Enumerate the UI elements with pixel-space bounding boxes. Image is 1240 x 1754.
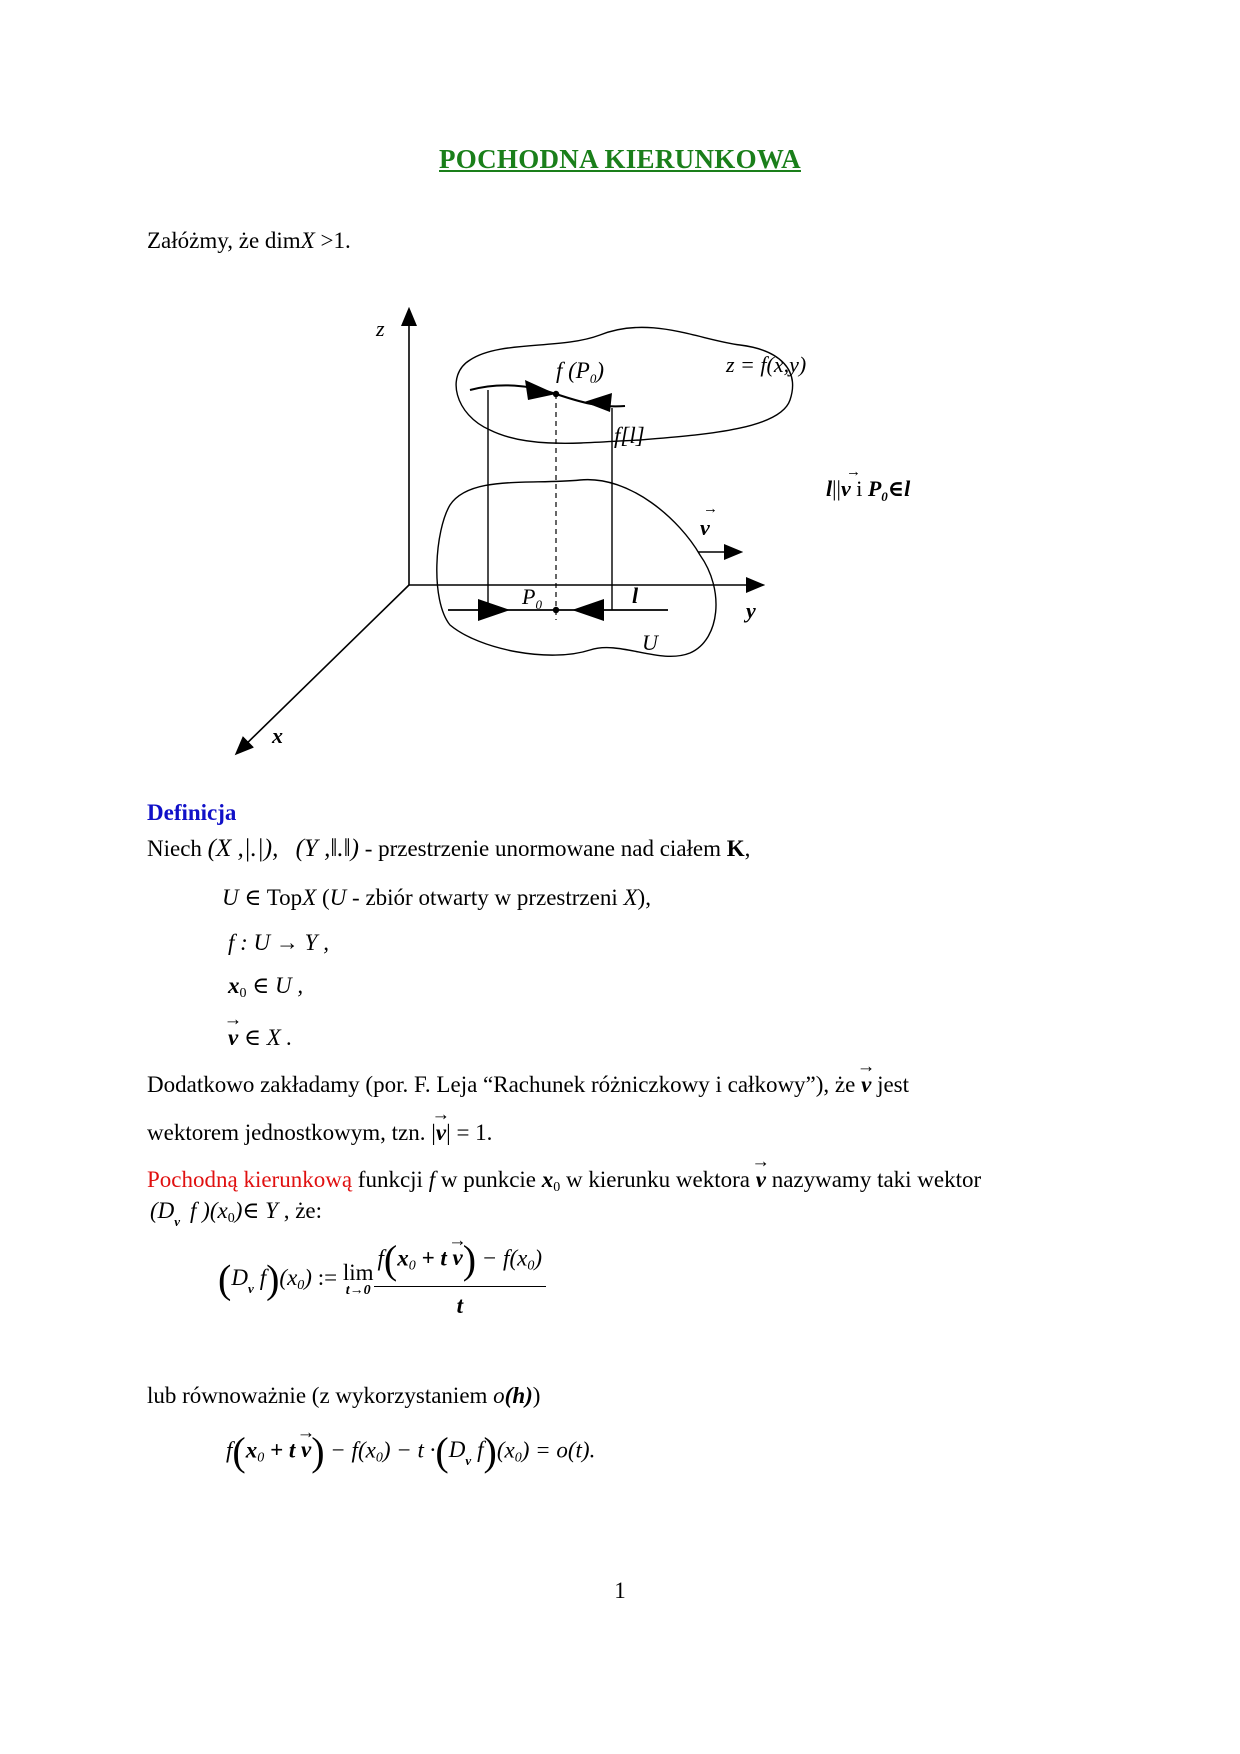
dir-x0: x: [541, 1167, 554, 1192]
curve-arrow-right: [584, 393, 612, 412]
def-l2-X: X: [302, 885, 317, 910]
f2-Dv: v: [465, 1453, 472, 1469]
definition-line-5: [228, 1025, 292, 1051]
def-l1-Y: (Y ,‖.‖): [295, 835, 359, 862]
dir-x0-sub: 0: [553, 1180, 561, 1195]
dir-l2-v: v: [174, 1214, 181, 1229]
extra-line-1: [147, 1072, 909, 1098]
dir-l2-rest: f )(x: [184, 1198, 228, 1223]
axis-y-label: y: [746, 598, 756, 623]
domain-blob-U: [437, 480, 716, 657]
f1-sub: 0: [297, 1277, 305, 1293]
def-l2-X2: X: [623, 885, 638, 910]
f-l-label: f[l]: [614, 423, 645, 448]
f1-num-f: f: [377, 1245, 384, 1271]
f1-num-close: ): [534, 1245, 542, 1271]
extra-l1-end: jest: [871, 1072, 910, 1097]
page-number: 1: [614, 1578, 626, 1603]
def-l1-prefix: Niech: [147, 836, 208, 861]
directional-line-1: [147, 1167, 981, 1196]
f1-lim: lim: [342, 1260, 374, 1285]
point-p0: [553, 607, 559, 613]
f1-den: t: [456, 1293, 463, 1318]
condition-label: l||v i $P_0\in l$: [826, 476, 911, 504]
dir-l2-end: )∈ Y: [234, 1198, 278, 1223]
page-title: POCHODNA KIERUNKOWA: [439, 144, 801, 174]
f1-num-sub: 0: [408, 1258, 416, 1274]
definition-line-2: [222, 885, 651, 911]
f1-x: (x: [279, 1264, 298, 1290]
def-l1-X: (X ,|.|),: [207, 835, 279, 862]
def-l2-open: (: [316, 885, 330, 910]
surface-label: z = f(x,y): [726, 352, 807, 377]
v-arrow-glyph: →: [703, 501, 718, 517]
def-l2-U2: U: [329, 885, 347, 910]
cond-v-arrow-glyph: →: [846, 464, 861, 480]
f1-close: ): [304, 1264, 312, 1290]
line-arrow-left: [478, 599, 510, 621]
dir-l2-tail: , że:: [277, 1198, 322, 1223]
eq-h: (h): [504, 1383, 533, 1408]
u-label: U: [642, 630, 658, 655]
f1-num-v: → v: [452, 1245, 462, 1271]
def-l5-rest: ∈ X .: [238, 1025, 293, 1050]
def-l2-in: ∈ Top: [238, 885, 303, 910]
definition-line-3: f : U → Y ,: [228, 930, 329, 955]
f2-x2: (x: [357, 1437, 376, 1463]
eq-suffix: ): [532, 1383, 541, 1408]
f1-num-x2: (x: [509, 1245, 528, 1271]
equivalent-line: [147, 1383, 540, 1409]
f1-Dv: v: [247, 1280, 254, 1296]
line-arrow-right: [572, 599, 604, 621]
directional-derivative-figure: [0, 290, 1240, 770]
def-l2-text: - zbiór otwarty w przestrzeni: [346, 885, 624, 910]
f2-x: x: [245, 1437, 258, 1463]
f1-f: f: [253, 1264, 267, 1290]
dir-l2-D: (D: [150, 1198, 175, 1223]
definition-heading: Definicja: [147, 800, 237, 825]
f2-minus: − f: [324, 1437, 358, 1463]
f2-f: f: [226, 1437, 233, 1463]
dir-v: → v: [756, 1167, 766, 1193]
def-l2-close: ),: [637, 885, 651, 910]
dir-f: f: [428, 1167, 436, 1192]
f1-lim-sub: t→0: [345, 1283, 371, 1298]
def-l1-text: - przestrzenie unormowane nad ciałem: [358, 836, 727, 861]
def-l5-v: → v: [228, 1025, 238, 1051]
def-l4-sub: 0: [239, 986, 247, 1001]
f2-rest: ) − t ·: [382, 1437, 436, 1463]
f-p0-label: f $(P_0)$: [556, 358, 605, 386]
extra-l2-close: | = 1.: [446, 1120, 493, 1145]
l-label: l: [632, 583, 639, 608]
eq-prefix: lub równoważnie (z wykorzystaniem: [147, 1383, 494, 1408]
f2-sub2: 0: [375, 1450, 383, 1466]
f2-D: D: [448, 1437, 466, 1463]
f2-plus: + t: [264, 1437, 301, 1463]
f1-num-minus: − f: [476, 1245, 510, 1271]
extra-l2-open: |: [431, 1120, 436, 1145]
intro-suffix: >1.: [314, 228, 351, 253]
intro-var: X: [300, 228, 315, 253]
x-axis: [237, 585, 409, 753]
definition-line-1: [147, 835, 750, 863]
f2-sub3: 0: [514, 1450, 522, 1466]
def-l4-x: x: [228, 973, 240, 998]
extra-l2-v: → v: [436, 1120, 446, 1146]
dir-text1: funkcji: [352, 1167, 429, 1192]
formula-definition: (D v f)(x0) := lim t→0 $\frac{f(x0 + t \to v) - f(x0)}{t}$: [218, 1240, 546, 1319]
dir-text3: w kierunku wektora: [560, 1167, 756, 1192]
f2-v: → v: [301, 1437, 311, 1463]
definition-line-4: [228, 973, 303, 1002]
f2-x3: (x: [496, 1437, 515, 1463]
def-l1-end: ,: [744, 836, 751, 861]
extra-line-2: [147, 1120, 492, 1146]
dir-text2: w punkcie: [435, 1167, 542, 1192]
dir-l2-sub: 0: [227, 1211, 235, 1226]
def-l2-U: U: [222, 885, 239, 910]
f1-assign: :=: [311, 1264, 343, 1290]
f2-Df: f: [471, 1437, 484, 1463]
p0-label: $P_0$: [522, 584, 542, 612]
def-l4-rest: ∈ U ,: [246, 973, 304, 998]
extra-l2-text: wektorem jednostkowym, tzn.: [147, 1120, 432, 1145]
formula-equivalent: f(x0 + t → v) − f(x0) − t ·(D v f)(x0) = o(t).: [226, 1432, 595, 1472]
f1-num-x: x: [397, 1245, 409, 1271]
f2-end: ) = o(t).: [521, 1437, 596, 1463]
eq-o: o: [493, 1383, 505, 1408]
extra-l1-v: → v: [861, 1072, 871, 1098]
v-label: v: [700, 515, 710, 540]
axis-x-label: x: [272, 723, 283, 748]
f2-sub: 0: [257, 1450, 265, 1466]
f1-num-plus: + t: [415, 1245, 453, 1271]
f1-num-sub2: 0: [527, 1258, 535, 1274]
curve-arrow-left: [525, 380, 556, 400]
dir-text4: nazywamy taki wektor: [765, 1167, 982, 1192]
def-l1-K: K: [726, 836, 745, 861]
f1-D: D: [231, 1264, 248, 1290]
axis-z-label: z: [376, 316, 385, 341]
intro-line: [147, 228, 351, 254]
directional-term: Pochodną kierunkową: [147, 1167, 353, 1192]
extra-l1-text: Dodatkowo zakładamy (por. F. Leja “Rachunek różniczkowy i całkowy”), że: [147, 1072, 862, 1097]
directional-line-2: [150, 1198, 322, 1227]
intro-prefix: Załóżmy, że dim: [147, 228, 301, 253]
